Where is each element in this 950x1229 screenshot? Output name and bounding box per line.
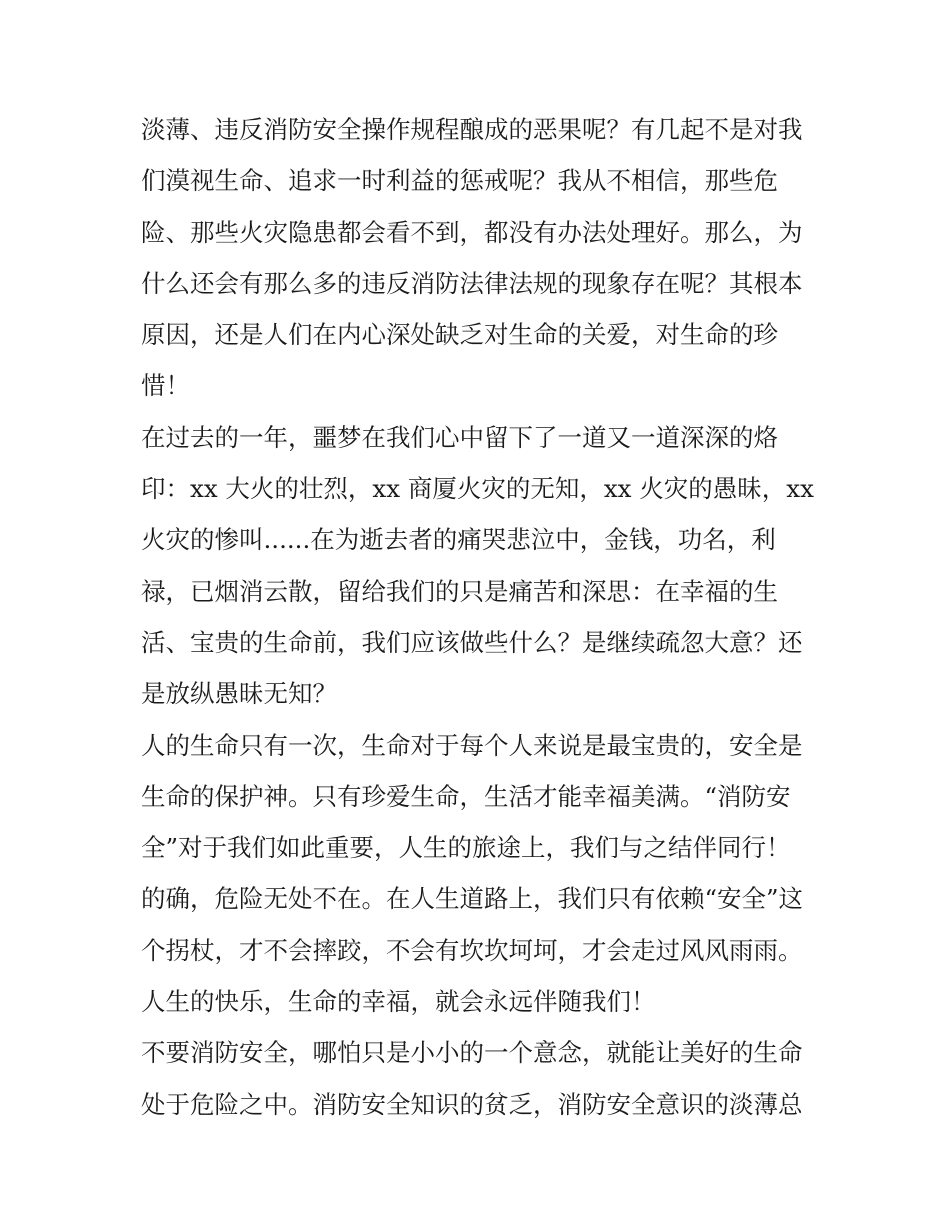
text-line-12: 是放纵愚昧无知？: [141, 679, 337, 709]
text-line-11: 活、宝贵的生命前，我们应该做些什么？是继续疏忽大意？还: [141, 627, 803, 657]
text-line-15: 全”对于我们如此重要，人生的旅途上，我们与之结伴同行！: [141, 833, 791, 863]
text-line-8: 印：xx 大火的壮烈，xx 商厦火灾的无知，xx 火灾的愚昧，xx: [141, 474, 814, 504]
text-line-20: 处于危险之中。消防安全知识的贫乏，消防安全意识的淡薄总: [141, 1089, 803, 1119]
text-line-19: 不要消防安全，哪怕只是小小的一个意念，就能让美好的生命: [141, 1038, 803, 1068]
text-line-13: 人的生命只有一次，生命对于每个人来说是最宝贵的，安全是: [141, 730, 803, 760]
text-line-4: 什么还会有那么多的违反消防法律法规的现象存在呢？其根本: [141, 268, 803, 298]
text-line-3: 险、那些火灾隐患都会看不到，都没有办法处理好。那么，为: [141, 217, 803, 247]
text-line-18: 人生的快乐，生命的幸福，就会永远伴随我们！: [141, 987, 656, 1017]
text-line-9: 火灾的惨叫......在为逝去者的痛哭悲泣中，金钱，功名，利: [141, 525, 776, 555]
text-line-17: 个拐杖，才不会摔跤，不会有坎坎坷坷，才会走过风风雨雨。: [141, 935, 803, 965]
text-line-6: 惜！: [141, 371, 190, 401]
text-line-1: 淡薄、违反消防安全操作规程酿成的恶果呢？有几起不是对我: [141, 115, 803, 144]
body-text: [141, 104, 821, 1130]
text-line-5: 原因，还是人们在内心深处缺乏对生命的关爱，对生命的珍: [141, 320, 778, 350]
text-line-2: 们漠视生命、追求一时利益的惩戒呢？我从不相信，那些危: [141, 166, 778, 196]
text-line-7: 在过去的一年，噩梦在我们心中留下了一道又一道深深的烙: [141, 422, 778, 452]
text-line-16: 的确，危险无处不在。在人生道路上，我们只有依赖“安全”这: [141, 884, 804, 914]
text-line-10: 禄，已烟消云散，留给我们的只是痛苦和深思：在幸福的生: [141, 576, 778, 606]
text-line-14: 生命的保护神。只有珍爱生命，生活才能幸福美满。“消防安: [141, 781, 791, 811]
